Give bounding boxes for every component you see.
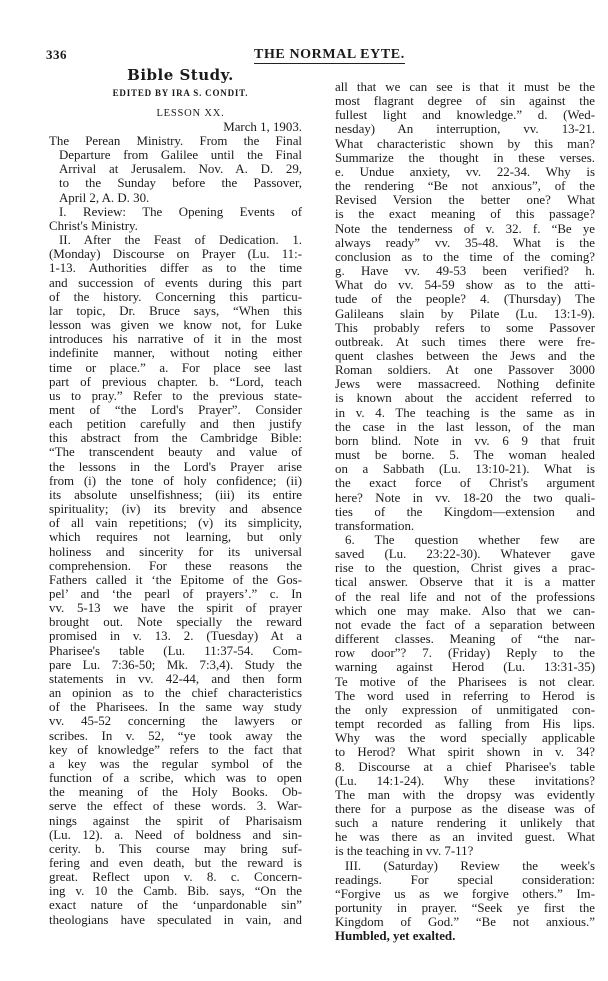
text-line: us to pray.” Refer to the previous state- [49,388,302,403]
text-line: vv. 5-13 we have the spirit of prayer [49,601,302,616]
text-line: of the real life and not of the professions [335,589,595,604]
text-line: pel’ and ‘the pearl of prayers’.” c. In [49,587,302,601]
text-line: Roman soldiers. At one Passover 3000 [335,363,595,378]
text-line: time or place.” a. For place see last [49,360,302,375]
text-line: readings. For special consideration: [335,872,595,887]
text-line: this abstract from the Cambridge Bible: [49,431,302,446]
text-line: quent clashes between the Jews and the [335,348,595,363]
text-line: outbreak. At such times there were fre- [335,334,595,349]
lesson-number: LESSON XX. [156,108,225,119]
text-line: g. Have vv. 49-53 been verified? h. [335,264,595,279]
editor-byline: EDITED BY IRA S. CONDIT. [112,88,249,98]
text-line: an opinion as to the chief characteristics [49,686,302,701]
text-line: to Herod? What spirit shown in v. 34? [335,745,595,760]
text-line: statements in vv. 42-44, and then form [49,671,302,686]
text-line: III. (Saturday) Review the week's [345,858,595,873]
text-line: theologians have speculated in vain, and [49,912,302,927]
right-column [335,80,595,944]
text-line: cerity. b. This course may bring suf- [49,841,302,856]
section-two-paragraph [49,233,302,927]
text-line: which requires not learning, but only [49,530,302,545]
text-line: its absolute unselfishness; (iii) its entire [49,487,302,502]
text-line: indefinite manner, without noting either [49,346,302,361]
text-line: is known about the accident referred to [335,391,595,406]
text-line: most flagrant degree of sin against the [335,94,595,109]
text-line: lesson was given we know not, for Luke [49,318,302,333]
text-line: (Monday) Discourse on Prayer (Lu. 11:- [49,247,302,262]
continuation-paragraph [335,80,595,533]
text-line: ment of “the Lord's Prayer”. Consider [49,402,302,417]
text-line: all that we can see is that it must be the [335,80,595,94]
text-line: vv. 45-52 concerning the lawyers or [49,714,302,729]
text-line: saved (Lu. 23:22-30). Whatever gave [335,547,595,562]
text-line: This probably refers to some Passover [335,320,595,335]
text-line: introduces his narrative of it in the most [49,332,302,347]
text-line: tical answer. Observe that it is a matter [335,575,595,590]
text-line: the exact force of Christ's argument [335,476,595,491]
text-line: April 2, A. D. 30. [59,190,150,205]
text-line: nings against the spirit of Pharisaism [49,813,302,828]
text-line: Summarize the thought in these verses. [335,150,595,165]
text-line: of the history. Concerning this particu- [49,289,302,304]
text-line: Jews were massacreed. Nothing definite [335,377,595,392]
text-line: nesday) An interruption, vv. 13-21. [335,122,595,137]
section-three-paragraph [335,859,595,930]
running-head: THE NORMAL EYTE. [254,47,405,62]
text-line: which one may make. Also that we can- [335,603,595,618]
text-line: the rendering “Be not anxious”, of the [335,179,595,194]
text-line: function of a scribe, which was to open [49,771,302,786]
lesson-date: March 1, 1903. [223,120,302,134]
text-line: II. After the Feast of Dedication. 1. [59,233,302,248]
text-line: Pharisee's table (Lu. 11:37-54. Com- [49,643,302,658]
text-line: warning against Herod (Lu. 13:31-35) [335,660,595,675]
text-line: e. Undue anxiety, vv. 22-34. Why is [335,164,595,179]
text-line: promised in v. 13. 2. (Tuesday) At a [49,629,302,644]
text-line: conclusion as to the time of the coming? [335,249,595,264]
article-title: Bible Study. [127,66,234,84]
text-line: (Lu. 14:1-24). Why these invitations? [335,773,595,788]
text-line: of the Pharisees. In the same way study [49,700,302,715]
text-line: part of previous chapter. b. “Lord, teach [49,374,302,389]
text-line: born blind. Note in vv. 6 9 that fruit [335,433,595,448]
text-line: (Lu. 12). a. Need of boldness and sin- [49,827,302,842]
text-line: “The transcendent beauty and value of [49,445,302,460]
text-line: key of knowledge” refers to the fact that [49,742,302,757]
text-line: Te motive of the Pharisees is not clear. [335,674,595,689]
text-line: is the exact meaning of this passage? [335,207,595,222]
text-line: row door”? 7. (Friday) Reply to the [335,646,595,661]
text-line: the lessons in the Lord's Prayer arise [49,459,302,474]
text-line: he was there as an invited guest. What [335,830,595,845]
text-line: brought out. Note specially the reward [49,615,302,630]
page-number: 336 [46,47,67,62]
text-line: Why was the word specially applicable [335,731,595,746]
text-line: rise to the question, Christ gives a prac- [335,561,595,576]
text-line: there for a purpose as the disease was of [335,801,595,816]
text-line: 6. The question whether few are [345,533,595,547]
text-line: What do vv. 54-59 show as to the atti- [335,278,595,293]
text-line: the case in the last lesson, of the man [335,419,595,434]
text-line: exact nature of the ‘unpardonable sin” [49,898,302,913]
text-line: the meaning of the Holy Books. Ob- [49,785,302,800]
text-line: on a Sabbath (Lu. 13:10-21). What is [335,462,595,477]
text-line: pare Lu. 7:36-50; Mk. 7:3,4). Study the [49,657,302,672]
closing-line: Humbled, yet exalted. [335,929,456,944]
text-line: lar topic, Dr. Bruce says, “When this [49,303,302,318]
text-line: portunity in prayer. “Seek ye first the [335,901,595,916]
text-line: here? Note in vv. 18-20 the two quali- [335,490,595,505]
text-line: fullest light and knowledge.” d. (Wed- [335,108,595,123]
text-line: to the Sunday before the Passover, [59,176,302,191]
text-line: The word used in referring to Herod is [335,688,595,703]
text-line: and succession of events during this part [49,275,302,290]
text-line: Arrival at Jerusalem. Nov. A. D. 29, [59,162,302,177]
text-line: in v. 4. The teaching is the same as in [335,405,595,420]
text-line: is the teaching in vv. 7-11? [335,844,474,859]
text-line: spirituality; (iv) its brevity and absence [49,502,302,517]
text-line: “Forgive us as we forgive others.” Im- [335,886,595,901]
text-line: tude of the people? 4. (Thursday) The [335,292,595,307]
text-line: serve the effect of these words. 3. War- [49,799,302,814]
text-line: transformation. [335,518,415,533]
text-line: I. Review: The Opening Events of [59,204,302,219]
text-line: each petition carefully and then justify [49,417,302,432]
intro-paragraph [49,134,302,205]
text-line: always ready” vv. 35-48. What is the [335,235,595,250]
item-six-paragraph [335,533,595,859]
text-line: ties of the Kingdom—extension and [335,504,595,519]
text-line: of all vain repetitions; (v) its simplicity, [49,516,302,531]
text-line: scribes. In v. 52, “ye took away the [49,728,302,743]
text-line: different classes. Meaning of “the nar- [335,632,595,647]
text-line: Revised Version the better one? What [335,193,595,208]
text-line: fering and even death, but the reward is [49,855,302,870]
text-line: the only expression of unmitigated con- [335,702,595,717]
text-line: great. Reflect upon v. 8. c. Concern- [49,870,302,885]
left-column [49,66,302,927]
text-line: The Perean Ministry. From the Final [49,134,302,148]
text-line: The man with the dropsy was evidently [335,787,595,802]
text-line: Note the tenderness of v. 32. f. “Be ye [335,221,595,236]
text-line: Kingdom of God.” “Be not anxious.” [335,915,595,930]
text-line: Fathers called it ‘the Epitome of the Gos- [49,572,302,587]
text-line: What characteristic shown by this man? [335,136,595,151]
review-paragraph [49,205,302,233]
text-line: Christ's Ministry. [49,218,138,233]
text-line: such a nature rendering it unlikely that [335,816,595,831]
text-line: 8. Discourse at a chief Pharisee's table [335,759,595,774]
text-line: tempt recorded as falling from His lips. [335,717,595,732]
text-line: 1-13. Authorities differ as to the time [49,261,302,276]
text-line: must be borne. 5. The woman healed [335,448,595,463]
text-line: Departure from Galilee until the Final [59,148,302,163]
text-line: not evade the fact of a separation between [335,617,595,632]
text-line: Galileans slain by Pilate (Lu. 13:1-9). [335,306,595,321]
text-line: ing v. 10 the Camb. Bib. says, “On the [49,884,302,899]
text-line: holiness and sincerity for its universal [49,544,302,559]
text-line: a key was the regular symbol of the [49,756,302,771]
text-line: from (i) the tone of holy confidence; (ii) [49,473,302,488]
text-line: comprehension. For these reasons the [49,558,302,573]
